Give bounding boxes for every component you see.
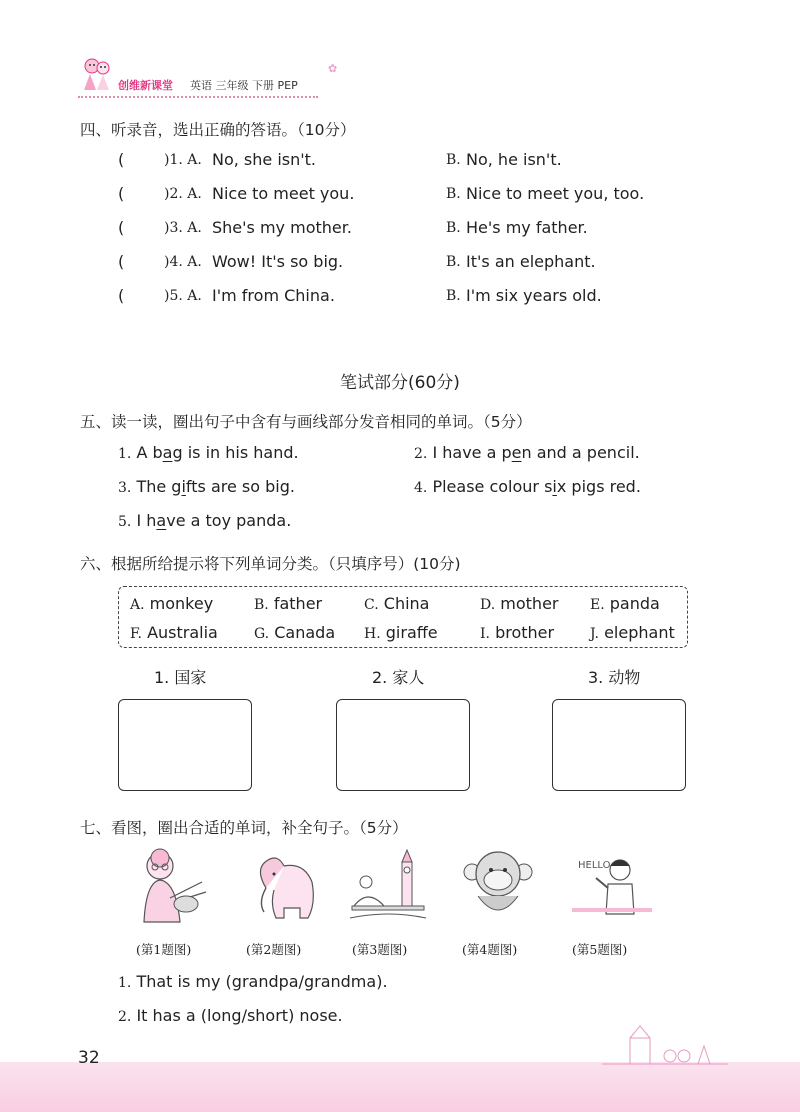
answer-paren[interactable]: ( [118, 252, 125, 271]
section6-title: 六、根据所给提示将下列单词分类。（只填序号）(10分) [80, 555, 461, 573]
option-b: It's an elephant. [466, 252, 596, 271]
option-b-label: B. [446, 220, 461, 236]
sentence-5: 5. I have a toy panda. [118, 511, 292, 530]
answer-box-country[interactable] [118, 699, 252, 791]
answer-box-animals[interactable] [552, 699, 686, 791]
category-label-family: 2. 家人 [372, 668, 425, 687]
word-option: D. mother [480, 594, 559, 613]
monkey-picture [458, 848, 538, 924]
answer-box-family[interactable] [336, 699, 470, 791]
written-part-title: 笔试部分(60分) [340, 373, 460, 393]
brand-name: 创维新课堂 [118, 79, 173, 92]
header-divider [78, 96, 318, 98]
category-label-animals: 3. 动物 [588, 668, 641, 687]
item-number: )2. A. [164, 186, 202, 202]
underlined-letter: a [162, 443, 173, 462]
picture-caption: (第4题图) [462, 942, 518, 957]
answer-paren[interactable]: ( [118, 184, 125, 203]
hello-text: HELLO [578, 860, 611, 871]
word-option: G. Canada [254, 623, 336, 642]
fill-sentence-1: 1. That is my (grandpa/grandma). [118, 972, 388, 991]
option-b-label: B. [446, 152, 461, 168]
word-option: J. elephant [590, 623, 675, 642]
city-picture [348, 848, 428, 924]
word-option: E. panda [590, 594, 660, 613]
picture-caption: (第5题图) [572, 942, 628, 957]
picture-caption: (第3题图) [352, 942, 408, 957]
subject-info: 英语 三年级 下册 PEP [190, 79, 298, 92]
item-number: )3. A. [164, 220, 202, 236]
sentence-4: 4. Please colour six pigs red. [414, 477, 641, 496]
grandma-picture [134, 848, 214, 924]
category-label-country: 1. 国家 [154, 668, 207, 687]
sentence-2: 2. I have a pen and a pencil. [414, 443, 640, 462]
picture-caption: (第2题图) [246, 942, 302, 957]
castle-decoration-icon [600, 1022, 730, 1070]
item-number: )5. A. [164, 288, 202, 304]
sentence-3: 3. The gifts are so big. [118, 477, 295, 496]
star-icon: ✿ [328, 62, 338, 75]
underlined-letter: i [552, 477, 557, 496]
option-b-label: B. [446, 186, 461, 202]
option-b-label: B. [446, 288, 461, 304]
option-b: Nice to meet you, too. [466, 184, 645, 203]
word-option: B. father [254, 594, 323, 613]
option-b-label: B. [446, 254, 461, 270]
boy-hello-picture [572, 848, 652, 924]
word-option: A. monkey [130, 594, 214, 613]
option-a: She's my mother. [212, 218, 352, 237]
brand-logo [78, 54, 116, 94]
option-b: I'm six years old. [466, 286, 602, 305]
option-a: No, she isn't. [212, 150, 317, 169]
option-a: Nice to meet you. [212, 184, 355, 203]
word-option: I. brother [480, 623, 555, 642]
elephant-picture [244, 848, 324, 924]
fill-sentence-2: 2. It has a (long/short) nose. [118, 1006, 343, 1025]
section5-title: 五、读一读，圈出句子中含有与画线部分发音相同的单词。（5分） [80, 413, 532, 431]
page-number: 32 [78, 1048, 100, 1068]
word-option: C. China [364, 594, 430, 613]
word-option: H. giraffe [364, 623, 438, 642]
section4-title: 四、听录音，选出正确的答语。（10分） [80, 121, 356, 139]
option-b: He's my father. [466, 218, 588, 237]
underlined-letter: i [181, 477, 186, 496]
underlined-letter: e [511, 443, 522, 462]
option-b: No, he isn't. [466, 150, 562, 169]
option-a: I'm from China. [212, 286, 335, 305]
underlined-letter: a [156, 511, 167, 530]
word-option: F. Australia [130, 623, 218, 642]
picture-caption: (第1题图) [136, 942, 192, 957]
section7-title: 七、看图，圈出合适的单词，补全句子。（5分） [80, 819, 408, 837]
item-number: )1. A. [164, 152, 202, 168]
sentence-1: 1. A bag is in his hand. [118, 443, 299, 462]
answer-paren[interactable]: ( [118, 286, 125, 305]
answer-paren[interactable]: ( [118, 150, 125, 169]
item-number: )4. A. [164, 254, 202, 270]
option-a: Wow! It's so big. [212, 252, 344, 271]
answer-paren[interactable]: ( [118, 218, 125, 237]
